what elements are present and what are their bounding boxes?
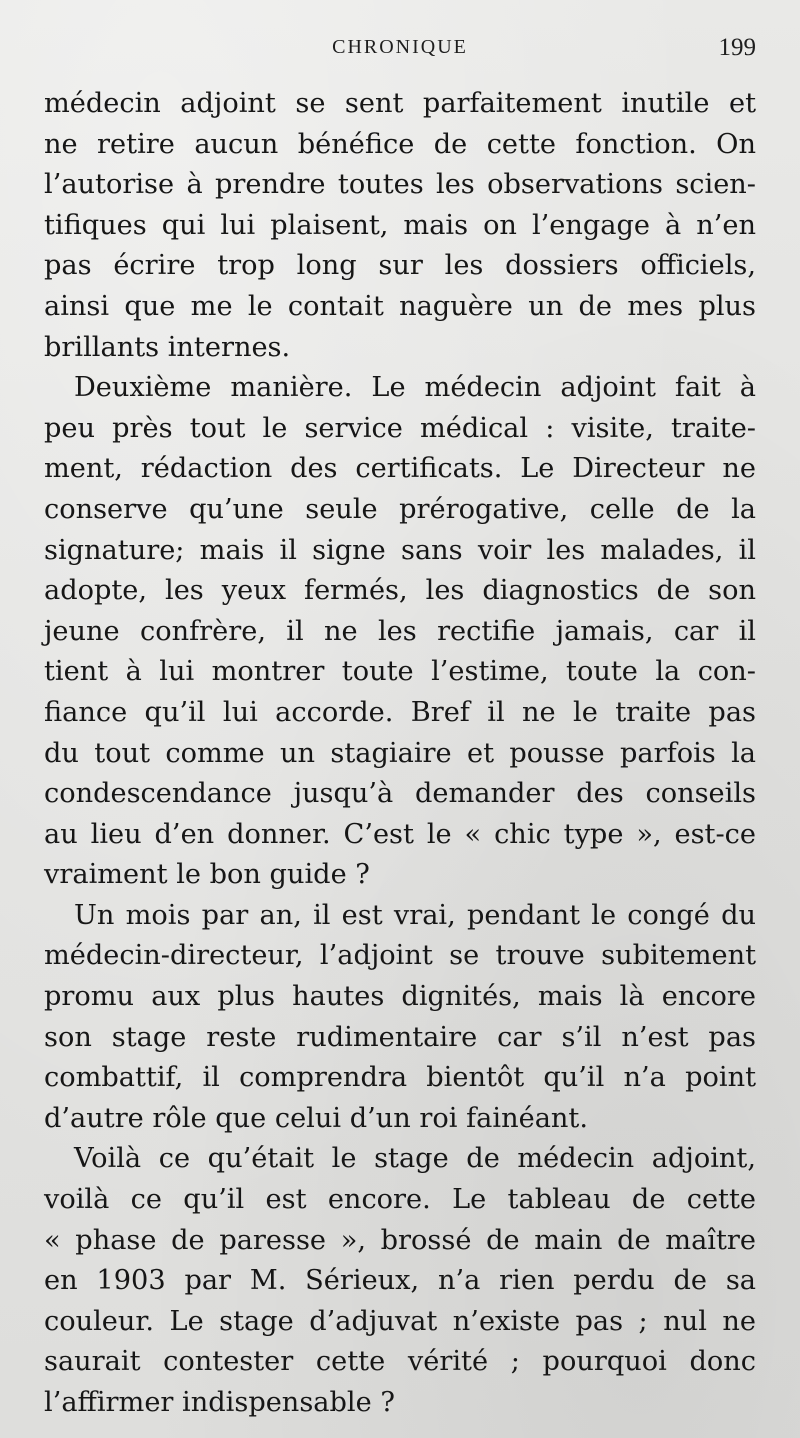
text-line: tient à lui montrer toute l’estime, toute la con- [44, 656, 756, 688]
text-line: signature; mais il signe sans voir les malades, il [44, 534, 756, 566]
text-line: d’autre rôle que celui d’un roi fainéant. [44, 1102, 588, 1134]
text-line: combattif, il comprendra bientôt qu’il n’a point [44, 1062, 756, 1094]
text-line: peu près tout le service médical : visite, traite- [44, 412, 756, 444]
text-line: au lieu d’en donner. C’est le « chic type », est-ce [44, 818, 756, 850]
text-line: en 1903 par M. Sérieux, n’a rien perdu de sa [44, 1265, 756, 1297]
text-line: ainsi que me le contait naguère un de mes plus [44, 290, 756, 322]
text-line: condescendance jusqu’à demander des conseils [44, 778, 756, 810]
text-line: l’affirmer indispensable ? [44, 1387, 395, 1418]
page-number: 199 [718, 34, 756, 61]
text-line: tifiques qui lui plaisent, mais on l’engage à n’en [44, 209, 756, 241]
text-line: ne retire aucun bénéfice de cette fonction. On [44, 128, 756, 160]
text-line: vraiment le bon guide ? [44, 859, 370, 891]
text-line: Un mois par an, il est vrai, pendant le congé du [74, 899, 756, 931]
text-line: Deuxième manière. Le médecin adjoint fait à [74, 372, 756, 404]
text-line: promu aux plus hautes dignités, mais là encore [44, 981, 756, 1013]
text-line: médecin-directeur, l’adjoint se trouve subitement [44, 940, 756, 972]
text-line: adopte, les yeux fermés, les diagnostics de son [44, 575, 756, 607]
text-line: son stage reste rudimentaire car s’il n’est pas [44, 1021, 756, 1053]
text-line: brillants internes. [44, 331, 291, 363]
body-text [44, 84, 756, 1424]
text-line: pas écrire trop long sur les dossiers officiels, [44, 250, 756, 282]
text-line: couleur. Le stage d’adjuvat n’existe pas ; nul ne [44, 1305, 756, 1337]
text-line: voilà ce qu’il est encore. Le tableau de cette [44, 1184, 756, 1216]
text-line: conserve qu’une seule prérogative, celle de la [44, 493, 756, 525]
text-line: « phase de paresse », brossé de main de maître [44, 1224, 756, 1256]
text-line: Voilà ce qu’était le stage de médecin adjoint, [74, 1143, 756, 1175]
text-line: l’autorise à prendre toutes les observations scien- [44, 169, 756, 201]
text-line: saurait contester cette vérité ; pourquoi donc [44, 1346, 756, 1378]
page-header [44, 34, 756, 66]
text-line: ment, rédaction des certificats. Le Directeur ne [44, 453, 756, 485]
text-line: du tout comme un stagiaire et pousse parfois la [44, 737, 756, 769]
text-line: jeune confrère, il ne les rectifie jamais, car il [44, 615, 756, 647]
running-head: CHRONIQUE [332, 36, 468, 58]
text-line: fiance qu’il lui accorde. Bref il ne le traite pas [44, 696, 756, 728]
text-line: médecin adjoint se sent parfaitement inutile et [44, 88, 756, 119]
